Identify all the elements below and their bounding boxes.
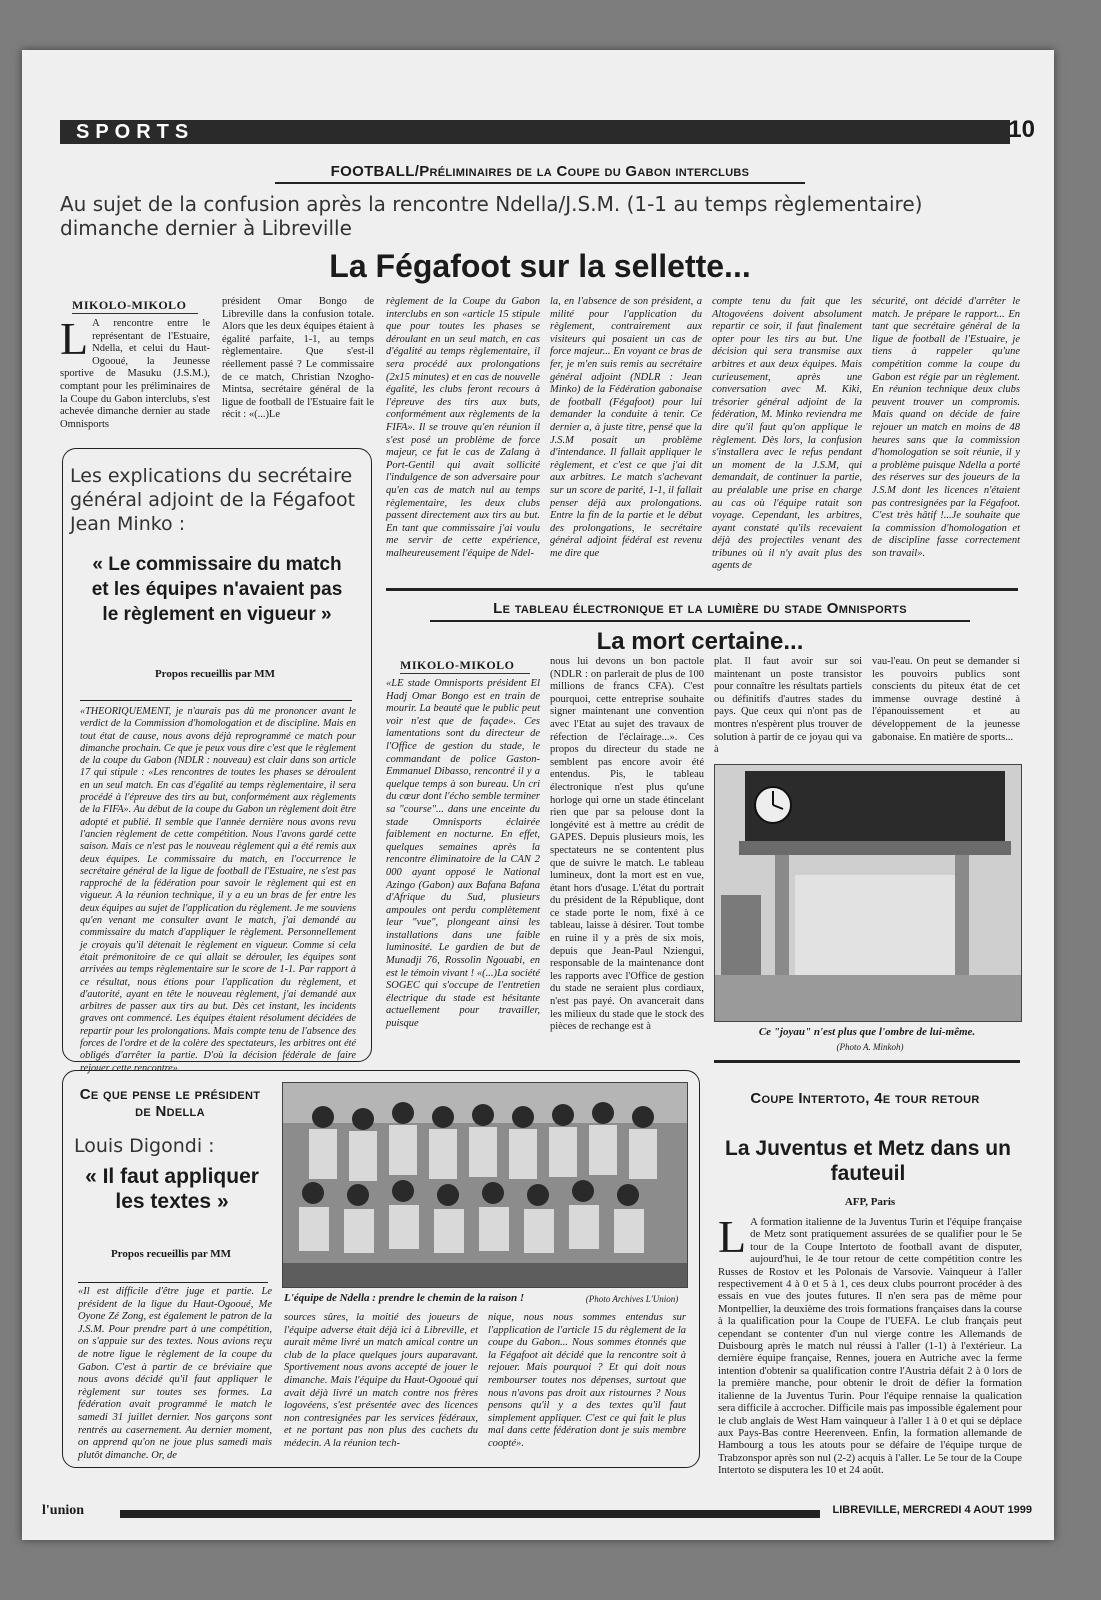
minko-body: «THEORIQUEMENT, je n'aurais pas dû me prononcer avant le verdict de la Commission d'homologation et de discipline. Mais en tout état de cause, nous avons déjà reprogrammé ce match pour dimanche prochain. Ce que je peux vous dire c'est que le règlement de la coupe du Gabon (NDLR : nouveau) est clair dans son article 17 qui stipule : «Les rencontres de toutes les phases se déroulent en un seul match. En cas d'égalité au temps règlementaire, il sera procédé à l'épreuve des tirs au but, conformément aux règlements de la FIFA». Au début de la coupe du Gabon un règlement doit être adopté et publié. Il semble que l'année dernière nous avons revu l'ancien règlement de cette compétition. Nous l'avons gardé cette saison. Mais ce n'est pas le nouveau règlement qui a été remis aux deux équipes. Le commissaire du match, en l'occurrence le secrétaire général de la ligue de football de l'Estuaire, ne s'est pas rapproché de la fédération pour savoir le règlement qui est en vigueur. A la réunion technique, il y a eu un bras de fer entre les deux équipes au sujet de l'application du règlement. Je me souviens qu'en venant me consulter avant le match, j'ai demandé au commissaire du match d'appliquer le règlement. Personnellement je croyais qu'il détenait le règlement en vigueur. Comme si cela était prémonitoire de ce qui allait se dérouler, les équipes sont arrivées au temps règlementaire sur le score de 1-1. Par rapport à ce résultat, nous étions pour l'application du règlement, et d'autorité, ayant en tête le nouveau règlement, j'ai demandé aux arbitres de passer aux tirs au but. Dès cet instant, les incidents graves ont commencé. Les équipes étaient résolument décidées de repartir pour les prolongations. Mais compte tenu de l'absence des forces de l'ordre et de la colère des spectateurs, les arbitres ont été obligés d'arrêter la partie. D'où la décision fédérale de faire rejouer cette rencontre». <box>80 706 356 1074</box>
main-deck: Au sujet de la confusion après la rencontre Ndella/J.S.M. (1-1 au temps règlementaire) dimanche dernier à Libreville <box>60 192 923 240</box>
main-col-2: président Omar Bongo de Libreville dans la confusion totale. Alors que les deux équipes étaient à égalité parfaite, 1-1, au temps règlementaire. Que s'est-il réellement passé ? Le commissaire de ce match, Christian Nzogho-Mintsa, secrétaire général de la ligue de football de l'Estuaire fait le récit : «(...)Le <box>222 296 374 421</box>
ndella-col-1: «Il est difficile d'être juge et partie. Le président de la ligue du Haut-Ogooué, Me Oyone Zé Zong, est également le patron de la J.S.M. Pour prendre part à une compétition, on s'appuie sur des textes. Nous avions reçu de notre ligue le règlement de la coupe du Gabon. C'est à partir de ce bréviaire que nous avons décidé qu'il faut appliquer le règlement sur toutes ses formes. La fédération avait programmé le match le samedi 31 juillet dernier. Nos garçons sont rentrés au casernement. Au dernier moment, on apprend qu'on ne joue plus samedi mais plutôt dimanche. Or, de <box>78 1286 272 1461</box>
intertoto-headline: La Juventus et Metz dans un fauteuil <box>725 1137 1011 1185</box>
newspaper-name: l'union <box>42 1503 85 1518</box>
ndella-col-2: sources sûres, la moitié des joueurs de l'équipe adverse était déjà ici à Libreville, et aurait même livré un match amical contre un club de la place quelques jours auparavant. Sportivement nous avons accepté de jouer le dimanche. Mais l'équipe du Haut-Ogooué qui avait déjà livré un match contre nos frères logovéens, s'est présentée avec des licences non contresignées par les services fédéraux, et ne portant pas non plus des cachets du médecin. A la réunion tech- <box>284 1312 478 1449</box>
minko-quote: « Le commissaire du match et les équipes n'avaient pas le règlement en vigueur » <box>91 554 343 625</box>
stade-caption: Ce "joyau" n'est plus que l'ombre de lui-même. <box>758 1026 976 1038</box>
main-col-6: sécurité, ont décidé d'arrêter le match. Je prépare le rapport... En tant que secrétaire général de la ligue de football de l'Estuaire, je tiens à rappeler qu'une compétition comme la coupe du Gabon est régie par un règlement. En réunion technique deux clubs peuvent trouver un compromis. Mais quand on décide de faire rejouer un match en moins de 48 heures sans que la commission d'homologation se soit réunie, il y a problème puisque Ndella a porté des réserves sur des joueurs de la J.S.M dont les licences n'étaient pas contresignées par la Fégafoot. C'est très hâtif !...Je souhaite que la commission d'homologation et de discipline fasse correctement son travail». <box>872 296 1020 559</box>
stade-byline: MIKOLO-MIKOLO <box>400 658 530 674</box>
minko-credit: Propos recueillis par MM <box>154 668 276 680</box>
dropcap: L <box>60 313 89 364</box>
ndella-col-3: nique, nous nous sommes entendus sur l'application de l'article 15 du règlement de la coupe du Gabon... Nous sommes étonnés que la Fégafoot ait décidé que la rencontre soit à rejouer. Mais pourquoi ? Et qui doit nous rembourser toutes nos dépenses, surtout que nous n'avons pas droit aux ristournes ? Nous pensons qu'il y a des textes qu'il faut simplement appliquer. C'est ce qui fait le plus mal dans cette fédération dont je suis membre coopté». <box>488 1312 686 1449</box>
main-col-1 <box>60 313 210 442</box>
kicker-rule <box>275 182 805 184</box>
main-byline: MIKOLO-MIKOLO <box>72 298 198 314</box>
main-col-3: règlement de la Coupe du Gabon interclubs en son «article 15 stipule que pour toutes les phases se déroulant en un seul match, en cas d'égalité au temps règlementaire, il sera procédé aux prolongations (2x15 minutes) et en cas de nouvelle égalité, les clubs feront recours à l'épreuve des tirs aux buts, conformément aux règlements de la FIFA». Il se trouve qu'en réunion il s'est posé un problème de force majeur, ce fut le cas de Zalang à Port-Gentil qui avait sollicité l'indulgence de son adversaire pour qu'en cas de match nul au temps règlementaire, les deux clubs passent directement aux tirs au but. En tant que commissaire j'ai voulu me servir de cette expérience, malheureusement l'équipe de Ndel- <box>386 296 540 559</box>
intertoto-kicker: Coupe Intertoto, 4e tour retour <box>750 1090 980 1107</box>
minko-rule <box>80 700 352 701</box>
ndella-kicker: Ce que pense le président de Ndella <box>79 1086 261 1120</box>
ndella-photo-credit: (Photo Archives L'Union) <box>585 1294 679 1304</box>
stade-col-3: plat. Il faut avoir sur soi maintenant un poste transistor pour connaître les résultats partiels ou définitifs d'autres stades du pays. Que ceux qui n'ont pas de montres n'espèrent plus trouver de solution à partir de ce joyau qui va à <box>714 656 862 756</box>
main-col-4: la, en l'absence de son président, a milité pour l'application du règlement, contrairement aux visiteurs qui posaient un cas de force majeur... En voyant ce bras de fer, je m'en suis remis au secrétaire général adjoint (NDLR : Jean Minko) de la Fédération gabonaise de football (Fégafoot) pour lui demander la conduite à tenir. Ce dernier a, à juste titre, pensé que la J.S.M posait un problème d'intendance. Il fallait appliquer le règlement, et c'est ce que j'ai dit aux arbitres. Le match s'achevant sur un score de parité, 1-1, il fallait penser déjà aux prolongations. Entre la fin de la partie et le début des prolongations, le secrétaire général adjoint fédéral est revenu me dire que <box>550 296 702 559</box>
ndella-team-photo <box>282 1082 688 1288</box>
stade-kicker: Le tableau électronique et la lumière du stade Omnisports <box>493 600 907 617</box>
stade-top-rule <box>386 588 1018 591</box>
intertoto-body <box>718 1211 1022 1500</box>
intertoto-body-text: A formation italienne de la Juventus Turin et l'équipe française de Metz sont pratiquement assurées de se qualifier pour le 5e tour de la Coupe Intertoto de football avant de disputer, aujourd'hui, le 4e tour retour de cette compétition contre les Russes de Rostov et les Polonais de Varsovie. Vainqueur à l'aller respectivement 4 à 0 et 5 à 1, ces deux clubs pourront procéder à des essais en vue des joutes futures. Il n'en sera pas de même pour Montpellier, la deuxième des trois formations françaises dans la course à la qualification pour la Coupe de l'UEFA. Le club français peut cependant se contenter d'un nul vierge contre les Allemands de Duisbourg après le match nul réussi à l'aller (1-1) à l'extérieur. La dernière équipe française, Rennes, jouera en Autriche avec la ferme intention d'obtenir sa qualification contre l'Austria défait 2 à 0 lors de la première manche, pour obtenir le droit de défier la formation italienne de la Juventus Turin. Pour l'équipe rennaise la qualication sera difficile à accrocher. Difficile mais pas impossible également pour le club anglais de West Ham vainqueur à l'aller 1 à 0 et qui se déplace aux Pays-Bas contre Heerenveen. Enfin, la formation allemande de Hambourg a tous les atouts pour se défaire de l'équipe turque de Trabzonspor après son nul (2-2) acquis à l'aller. Le 5e tour de la Coupe Intertoto se disputera les 10 et 24 août. <box>718 1216 1022 1477</box>
ndella-caption: L'équipe de Ndella : prendre le chemin de la raison ! <box>284 1292 525 1304</box>
stade-photo-credit: (Photo A. Minkoh) <box>836 1042 904 1052</box>
ndella-box-title: Louis Digondi : <box>74 1135 215 1157</box>
ndella-rule <box>78 1282 268 1283</box>
page-number: 10 <box>1008 116 1035 143</box>
stade-col-1: «LE stade Omnisports président El Hadj Omar Bongo est en train de mourir. La beauté que le public peut voir n'est que de façade». Ces lamentations sont du directeur de l'Office de gestion du stade, le commandant de police Gaston-Emmanuel Dibasso, rencontré il y a quelque temps à son bureau. Un cri du cœur dont l'écho semble terminer sa "course"... dans une enceinte du stade Omnisports éclairée faiblement en nocturne. En effet, quelques semaines après la rencontre éliminatoire de la CAN 2 000 ayant opposé le National Azingo (Gabon) aux Bafana Bafana d'Afrique du Sud, plusieurs ampoules ont perdu complètement leur "vue", plongeant ainsi les installations dans une faible luminosité. Le gardien de but de Munadji 76, Rossolin Ngouabi, en est le témoin vivant ! «(...)La société SOGEC qui s'occupe de l'entretien électrique du stade est hésitante actuellement pour travailler, puisque <box>386 678 540 1030</box>
intertoto-dropcap: L <box>718 1211 747 1262</box>
section-header <box>60 116 1035 144</box>
main-headline: La Fégafoot sur la sellette... <box>329 248 751 284</box>
main-col-1-text: A rencontre entre le représentant de l'Estuaire, Ndella, et celui du Haut-Ogooué, la Jeunesse sportive de Masuku (J.S.M.), comptant pour les préliminaires de la Coupe du Gabon interclubs, s'est achevée dimanche dernier au stade Omnisports <box>60 318 210 430</box>
footer-dateline: LIBREVILLE, MERCREDI 4 AOUT 1999 <box>832 1504 1032 1516</box>
stade-col-4: vau-l'eau. On peut se demander si les pouvoirs publics sont conscients du piteux état de cet immense ouvrage destiné à l'épanouissement et au développement de la jeunesse gabonaise. En matière de sports... <box>872 656 1020 743</box>
section-label: SPORTS <box>60 120 210 144</box>
main-kicker: FOOTBALL/Préliminaires de la Coupe du Gabon interclubs <box>330 163 750 180</box>
team-photo-illustration <box>283 1083 687 1287</box>
stade-headline: La mort certaine... <box>596 628 804 655</box>
intertoto-credit: AFP, Paris <box>844 1196 896 1208</box>
main-col-5: compte tenu du fait que les Altogovéens doivent absolument repartir ce soir, il faut finalement opter pour les tirs au but. Une décision qui sera transmise aux arbitres et aux deux équipes. Mais curieusement, après une conversation avec M. Kiki, trésorier général adjoint de la fédération, M. Minko reviendra me dire qu'il faut qu'on applique le règlement. Dès lors, la confusion s'installera avec le refus pendant un moment de la J.S.M, qui demandait, de continuer la partie, au préalable une prise en charge au cas où l'équipe ratait son voyage. Cependant, les arbitres, ayant constaté qu'ils recevaient déjà des projectiles venant des tribunes où il n'y avait plus des agents de <box>712 296 862 572</box>
page-footer <box>42 1503 1032 1520</box>
section-rule <box>210 120 1010 144</box>
ndella-quote: « Il faut appliquer les textes » <box>85 1165 259 1213</box>
stade-col-2: nous lui devons un bon pactole (NDLR : on parlerait de plus de 100 millions de francs CFA). C'est pourquoi, cette entreprise souhaite signer maintenant une convention avec l'Etat au sujet des travaux de réfection de l'éclairage...». Ces propos du directeur du stade ne semblent pas encore avoir été entendus. Pis, le tableau électronique n'est plus qu'une horloge qui orne un stade étincelant rien que par sa pelouse dont la longévité est à mettre au crédit de GAPES. Depuis plusieurs mois, les spectateurs ne se contentent plus que de suivre le match. Le tableau lumineux, dont la mort est en vue, étant hors d'usage. L'état du portrait du président de la République, dont ce stade porte le nom, fixé à ce tableau, laisse à désirer. Tout tombe en ruine il y a près de six mois, depuis que Jean-Paul Nziengui, responsable de la maintenance dont les rapports avec l'Office de gestion du stade ne seraient plus cordiaux, n'est pas payé. On avancerait dans les milieux du stade que le stock des pièces de rechange est à <box>550 656 704 1033</box>
scoreboard-illustration <box>715 765 1021 1021</box>
stade-kicker-rule <box>430 620 970 622</box>
intertoto-top-rule <box>714 1060 1020 1063</box>
ndella-credit: Propos recueillis par MM <box>110 1248 232 1260</box>
minko-box-title: Les explications du secrétaire général adjoint de la Fégafoot Jean Minko : <box>70 465 356 535</box>
footer-rule <box>120 1510 820 1518</box>
stadium-scoreboard-photo <box>714 764 1022 1022</box>
